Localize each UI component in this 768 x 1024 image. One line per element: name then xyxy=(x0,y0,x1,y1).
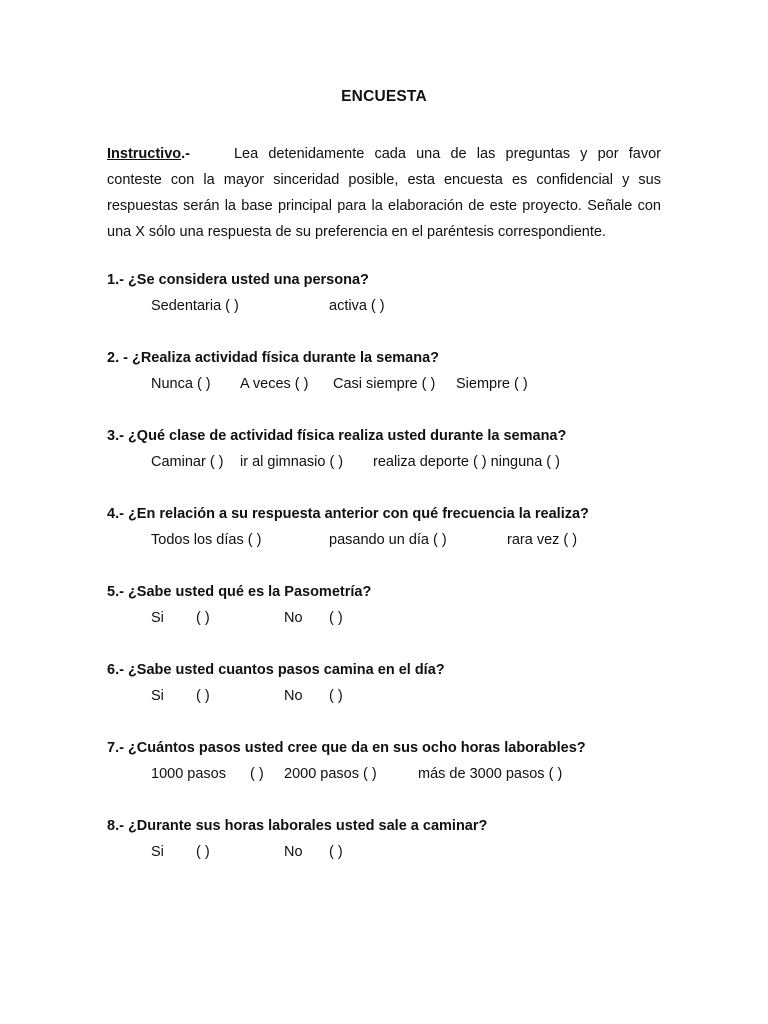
question-2: 2. - ¿Realiza actividad física durante la semana? xyxy=(107,350,440,366)
question-1-option-activa[interactable]: activa ( ) xyxy=(329,298,385,314)
question-1: 1.- ¿Se considera usted una persona? xyxy=(107,272,369,288)
question-7-option-2000[interactable]: 2000 pasos ( ) xyxy=(284,766,377,782)
question-5-label-no: No xyxy=(284,610,303,626)
question-4-option-pasando-un-dia[interactable]: pasando un día ( ) xyxy=(329,532,447,548)
instructions-label-suffix: .- xyxy=(181,146,190,162)
question-8-checkbox-si[interactable]: ( ) xyxy=(196,844,210,860)
question-5-checkbox-si[interactable]: ( ) xyxy=(196,610,210,626)
instructions-paragraph xyxy=(107,141,661,245)
question-2-option-nunca[interactable]: Nunca ( ) xyxy=(151,376,211,392)
question-4: 4.- ¿En relación a su respuesta anterior con qué frecuencia la realiza? xyxy=(107,506,589,522)
question-5-label-si: Si xyxy=(151,610,164,626)
question-7-option-3000[interactable]: más de 3000 pasos ( ) xyxy=(418,766,563,782)
question-8: 8.- ¿Durante sus horas laborales usted sale a caminar? xyxy=(107,818,488,834)
question-7-label-1000: 1000 pasos xyxy=(151,766,226,782)
question-6-checkbox-si[interactable]: ( ) xyxy=(196,688,210,704)
question-7-checkbox-1000[interactable]: ( ) xyxy=(250,766,264,782)
instructions-label: Instructivo xyxy=(107,146,182,162)
question-5: 5.- ¿Sabe usted qué es la Pasometría? xyxy=(107,584,372,600)
question-1-option-sedentaria[interactable]: Sedentaria ( ) xyxy=(151,298,239,314)
question-6: 6.- ¿Sabe usted cuantos pasos camina en el día? xyxy=(107,662,445,678)
question-3-option-gimnasio[interactable]: ir al gimnasio ( ) xyxy=(240,454,344,470)
question-2-option-casi-siempre[interactable]: Casi siempre ( ) xyxy=(333,376,436,392)
question-6-label-si: Si xyxy=(151,688,164,704)
question-8-label-si: Si xyxy=(151,844,164,860)
document-title: ENCUESTA xyxy=(341,88,427,105)
question-2-option-a-veces[interactable]: A veces ( ) xyxy=(240,376,309,392)
question-6-checkbox-no[interactable]: ( ) xyxy=(329,688,343,704)
question-4-option-todos-los-dias[interactable]: Todos los días ( ) xyxy=(151,532,262,548)
question-3-option-deporte-ninguna[interactable]: realiza deporte ( ) ninguna ( ) xyxy=(373,454,560,470)
question-3-option-caminar[interactable]: Caminar ( ) xyxy=(151,454,224,470)
question-4-option-rara-vez[interactable]: rara vez ( ) xyxy=(507,532,578,548)
question-6-label-no: No xyxy=(284,688,303,704)
question-7: 7.- ¿Cuántos pasos usted cree que da en sus ocho horas laborables? xyxy=(107,740,586,756)
instructions-text: Lea detenidamente cada una de las preguntas y por favor conteste con la mayor sinceridad posible, esta encuesta es confidencial y sus respuestas serán la base principal para la elaboración de este proyecto. Señale con una X sólo una respuesta de su preferencia en el paréntesis correspondiente. xyxy=(107,146,661,240)
question-3: 3.- ¿Qué clase de actividad física realiza usted durante la semana? xyxy=(107,428,567,444)
question-5-checkbox-no[interactable]: ( ) xyxy=(329,610,343,626)
question-2-option-siempre[interactable]: Siempre ( ) xyxy=(456,376,528,392)
question-8-checkbox-no[interactable]: ( ) xyxy=(329,844,343,860)
question-8-label-no: No xyxy=(284,844,303,860)
